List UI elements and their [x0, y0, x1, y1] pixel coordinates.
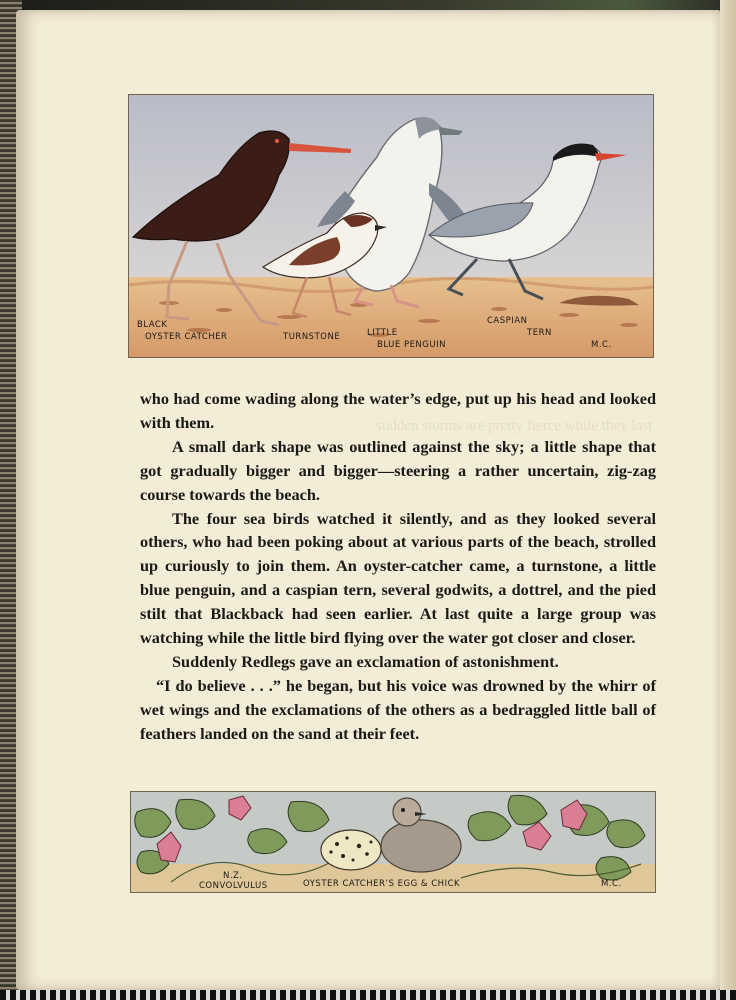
label-black: BLACK: [137, 320, 168, 330]
label-oyster-catcher: OYSTER CATCHER: [145, 332, 228, 342]
paragraph-1: who had come wading along the water’s edge, put up his head and looked with them.: [140, 389, 656, 432]
label-caspian: CASPIAN: [487, 316, 528, 326]
scan-bottom-edge: [0, 990, 736, 1000]
label-tern: TERN: [527, 328, 552, 338]
illustrator-signature: M.C.: [591, 340, 612, 350]
oystercatcher-egg: [321, 830, 381, 870]
label-blue-penguin: BLUE PENGUIN: [377, 340, 446, 350]
show-through-text: sudden storms are pretty fierce while they last: [376, 418, 653, 434]
convolvulus-egg-chick-illustration: [130, 791, 656, 893]
convolvulus-drawing: [131, 792, 655, 892]
label-turnstone: TURNSTONE: [283, 332, 341, 342]
paragraph-5: “I do believe . . .” he began, but his voice was drowned by the whirr of wet wings and the exclamations of the others as a bedraggled little ball of feathers landed on the sand at their feet.: [140, 675, 656, 743]
sea-birds-drawing: [129, 95, 653, 357]
paragraph-2: A small dark shape was outlined against the sky; a little shape that got gradually bigger and bigger—steering a rather uncertain, zig-zag course towards the beach.: [140, 436, 656, 504]
paragraph-4: Suddenly Redlegs gave an exclamation of astonishment.: [172, 651, 559, 671]
label-convolvulus: CONVOLVULUS: [199, 881, 268, 891]
illustrator-signature-bottom: M.C.: [601, 879, 622, 889]
label-egg-chick: OYSTER CATCHER’S EGG & CHICK: [303, 879, 461, 889]
label-nz: N.Z.: [223, 871, 243, 881]
book-page: [16, 10, 720, 990]
sea-birds-illustration: [128, 94, 654, 358]
page-edge-right: [720, 0, 736, 1000]
story-text: [140, 387, 656, 746]
paragraph-3: The four sea birds watched it silently, and as they looked several others, who had been poking about at various parts of the beach, strolled up curiously to join them. An oyster-catcher came, a turnstone, a little blue penguin, and a caspian tern, several godwits, a dottrel, and the pied stilt that Blackback had seen earlier. At last quite a large group was watching while the little bird flying over the water got closer and closer.: [140, 508, 656, 648]
label-little: LITTLE: [367, 328, 398, 338]
